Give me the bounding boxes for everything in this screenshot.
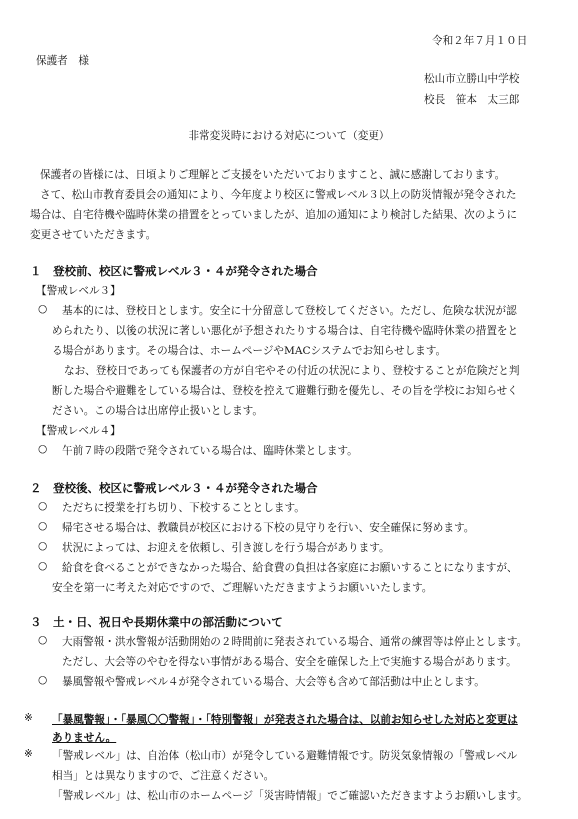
level4-line: 午前７時の段階で発令されている場合は、臨時休業とします。 <box>62 445 358 457</box>
bullet-mark: ○ <box>38 500 48 512</box>
intro-line: さて、松山市教育委員会の通知により、今年度より校区に警戒レベル３以上の防災情報が発令された <box>40 189 517 201</box>
list-item: 給食を食べることができなかった場合、給食費の負担は各家庭にお願いすることになりますが、 <box>62 562 518 574</box>
level3-line: なお、登校日であっても保護者の方が自宅やその付近の状況により、登校することが危険だと判 <box>64 365 520 377</box>
level3-line: 基本的には、登校日とします。安全に十分留意して登校してください。ただし、危険な状況が認 <box>62 305 517 317</box>
intro-line: 保護者の皆様には、日頃よりご理解とご支援をいただいておりますこと、誠に感謝しております。 <box>40 169 506 181</box>
intro-line: 変更させていただきます。 <box>30 229 157 241</box>
note-mark: ※ <box>24 748 33 760</box>
section-heading: １ 登校前、校区に警戒レベル３・４が発令された場合 <box>30 264 318 278</box>
bullet-mark: ○ <box>38 520 48 532</box>
note-line: 「警戒レベル」は、自治体（松山市）が発令している避難情報です。防災気象情報の「警戒レベル <box>52 750 518 762</box>
section-heading: ２ 登校後、校区に警戒レベル３・４が発令された場合 <box>30 481 318 495</box>
level3-line: められたり、以後の状況に著しい悪化が予想されたりする場合は、自宅待機や臨時休業の措置をと <box>52 325 519 337</box>
document-title: 非常変災時における対応について（変更） <box>188 130 390 142</box>
bullet-mark: ○ <box>38 303 48 315</box>
school-name: 松山市立勝山中学校 <box>424 73 520 85</box>
note-line-emphasis: ありません。 <box>52 732 117 744</box>
bullet-mark: ○ <box>38 560 48 572</box>
level3-line: 断した場合や避難をしている場合は、登校を控えて避難行動を優先し、その旨を学校にお知らせく <box>52 385 518 397</box>
principal-name: 校長 笹本 太三郎 <box>424 94 520 106</box>
list-item: 状況によっては、お迎えを依頼し、引き渡しを行う場合があります。 <box>62 542 390 554</box>
list-item: ただちに授業を打ち切り、下校することとします。 <box>62 502 305 514</box>
level3-label: 【警戒レベル３】 <box>36 285 121 297</box>
bullet-mark: ○ <box>38 634 48 646</box>
note-line: 相当」とは異なりますので、ご注意ください。 <box>52 770 275 782</box>
list-item: 大雨警報・洪水警報が活動開始の２時間前に発表されている場合、通常の練習等は停止とします。 <box>62 636 528 648</box>
list-item: 暴風警報や警戒レベル４が発令されている場合、大会等も含めて部活動は中止とします。 <box>62 676 485 688</box>
list-item: ただし、大会等のやむを得ない事情がある場合、安全を確保した上で実施する場合があります。 <box>62 656 517 668</box>
intro-line: 場合は、自宅待機や臨時休業の措置をとっていましたが、追加の通知により検討した結果、次のように <box>30 209 518 221</box>
list-item: 帰宅させる場合は、教職員が校区における下校の見守りを行い、安全確保に努めます。 <box>62 522 475 534</box>
addressee: 保護者 様 <box>36 55 89 67</box>
level4-label: 【警戒レベル４】 <box>36 425 121 437</box>
note-mark: ※ <box>24 712 33 724</box>
document-date: 令和２年７月１０日 <box>432 35 528 47</box>
level3-line: ださい。この場合は出席停止扱いとします。 <box>52 405 264 417</box>
bullet-mark: ○ <box>38 540 48 552</box>
note-line: 「警戒レベル」は、松山市のホームページ「災害時情報」でご確認いただきますようお願いします。 <box>52 790 528 802</box>
section-heading: ３ 土・日、祝日や長期休業中の部活動について <box>30 615 283 629</box>
note-line-emphasis: 「暴風警報」・「暴風〇〇警報」・「特別警報」が発表された場合は、以前お知らせした対応と変更は <box>52 714 518 726</box>
list-item: 安全を第一に考えた対応ですので、ご理解いただきますようお願いいたします。 <box>52 582 433 594</box>
bullet-mark: ○ <box>38 674 48 686</box>
level3-line: る場合があります。その場合は、ホームページやMACシステムでお知らせします。 <box>52 345 447 357</box>
bullet-mark: ○ <box>38 443 48 455</box>
